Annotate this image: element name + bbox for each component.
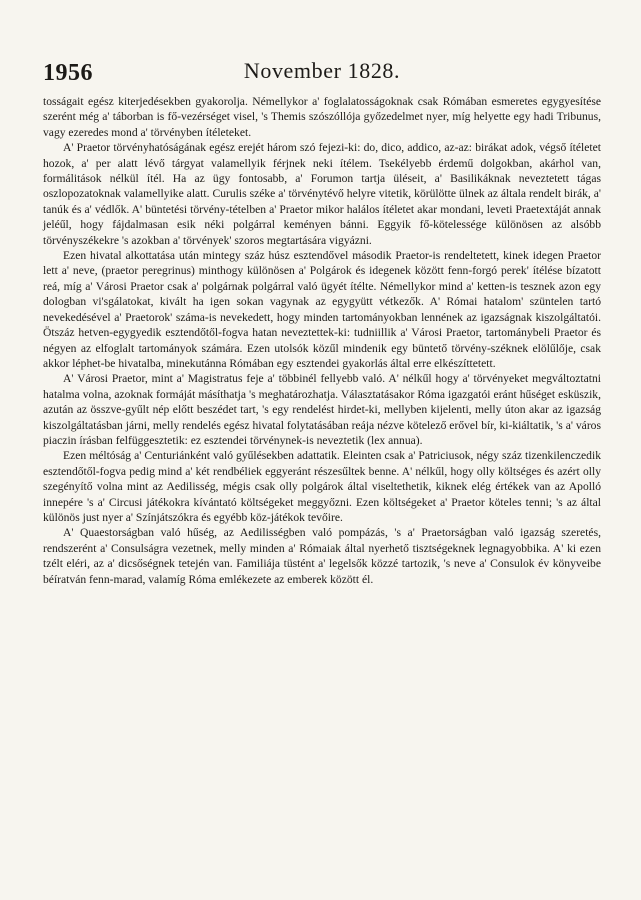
page-header — [43, 52, 601, 92]
paragraph: A' Quaestorságban való hűség, az Aedilisségben való pompázás, 's a' Praetorságban való igazság szeretés, rendszerént a' Consulságra vezetnek, melly minden a' Rómaiak által nyerhető tisztségeknek legnagyobbika. A' ki ezen tzélt eléri, az a' dicsőségnek tetején van. Familiája tüstént a' legelsők közzé tartozik, 's neve a' Consulok év könyveibe béíratván fenn-marad, valamíg Róma emlékezete az emberek között él. — [43, 526, 601, 586]
body-text — [43, 94, 601, 587]
paragraph: Ezen hivatal alkottatása után mintegy száz húsz esztendővel második Praetor-is rendeltetett, kinek idegen Praetor lett a' neve, (praetor peregrinus) minthogy különösen a' Polgárok és idegenek között fenn-forgó perek' ítélése bízatott reá, míg a' Városi Praetor csak a' polgárnak polgárral való ügyét ítélte. Némellykor mind a' ketten-is tesznek azon egy dologban vi'sgálatokat, kivált ha igen sokan vagynak az egygyütt vétkezők. A' Római hatalom' szüntelen tartó nevekedésével a' Praetorok' száma-is nevekedett, hogy minden tartományokban lennének az igazságnak kiszolgáltatói. Ötszáz hetven-egygyedik esztendőtől-fogva hatan neveztettek-ki: tudniillik a' Városi Praetor, tartománybeli Praetor és négyen az elfoglalt tartományok számára. Ezen utolsók közűl mindenik egy büntető törvény-széknek elölűlője, csak akkor léphet-be hivatalba, minekutánna Rómában egy esztendei gyakorlás által erre elkészíttetett. — [43, 249, 601, 370]
paragraph: A' Praetor törvényhatóságának egész erejét három szó fejezi-ki: do, dico, addico, az-az: birákat adok, végső ítéletet hozok, a' per alatt lévő tárgyat valamellyik férjnek neki ítélem. Tsekélyebb érdemű dolgokban, akárhol van, formálitások nélkül ítél. Ha az ügy fontosabb, a' Forumon tartja üléseit, a' Basilikáknak neveztetett tágas oszlopozatoknak valamellyike alatt. Curulis széke a' törvénytévő helyre vitetik, körülötte ülnek az általa rendelt birák, a' tanúk és a' védlők. A' büntetési törvény-tételben a' Praetor mikor halálos ítéletet akar mondani, leveti Praetextáját annak jeléűl, hogy fájdalmasan esik néki polgárral keményen bánni. Eggyik fő-kötelessége különösen az alsóbb törvényszékekre 's azokban a' törvények' szoros megtartására vigyázni. — [43, 141, 601, 247]
paragraph: A' Városi Praetor, mint a' Magistratus feje a' többinél fellyebb való. A' nélkűl hogy a' törvényeket megváltoztatni hatalma volna, azoknak formáját másíthatja 's meghatározhatja. Választatásakor Róma igazgatói eránt hűséget esküszik, azután az összve-gyűlt nép előtt beszédet tart, 's egy rendelést hirdet-ki, mellyben kijelenti, melly úton akar az igazság kiszolgáltatásban járni, melly rendelés egész hivatal folytatásában reája nézve kötelező erővel bír, ki-kiáltatik, 's a' város piaczin írásban felfüggesztetik: ez esztendei törvénynek-is neveztetik (lex annua). — [43, 372, 601, 447]
paragraph-continuation: tosságait egész kiterjedésekben gyakorolja. Némellykor a' foglalatosságoknak csak Rómában esmeretes egygyesítése szerént még a' táborban is fő-vezérséget visel, 's Themis szószóllója győzedelmet nyer, míg helyette egy hadi Tribunus, vagy ezeredes mond a' törvényben ítéleteket. — [43, 95, 601, 139]
paragraph: Ezen méltóság a' Centuriánként való gyűlésekben adattatik. Eleinten csak a' Patriciusok, négy száz tizenkilenczedik esztendőtől-fogva pedig mind a' két rendbéliek eggyeránt részesűltek benne. A' nélkűl, hogy olly költséges és azért olly szegényítő volna mint az Aedilisség, mégis csak olly polgárok által viseltethetik, kiknek elég értékek van az Apolló innepére 's a' Circusi játékokra kívántató költségeket meggyőzni. Ezen költségeket a' Praetor köteles tenni; 's az által különös just nyer a' Színjátszókra és egyébb köz-játékok tevőire. — [43, 449, 601, 524]
page-number: 1956 — [43, 60, 93, 86]
running-head: November 1828. — [243, 58, 401, 83]
